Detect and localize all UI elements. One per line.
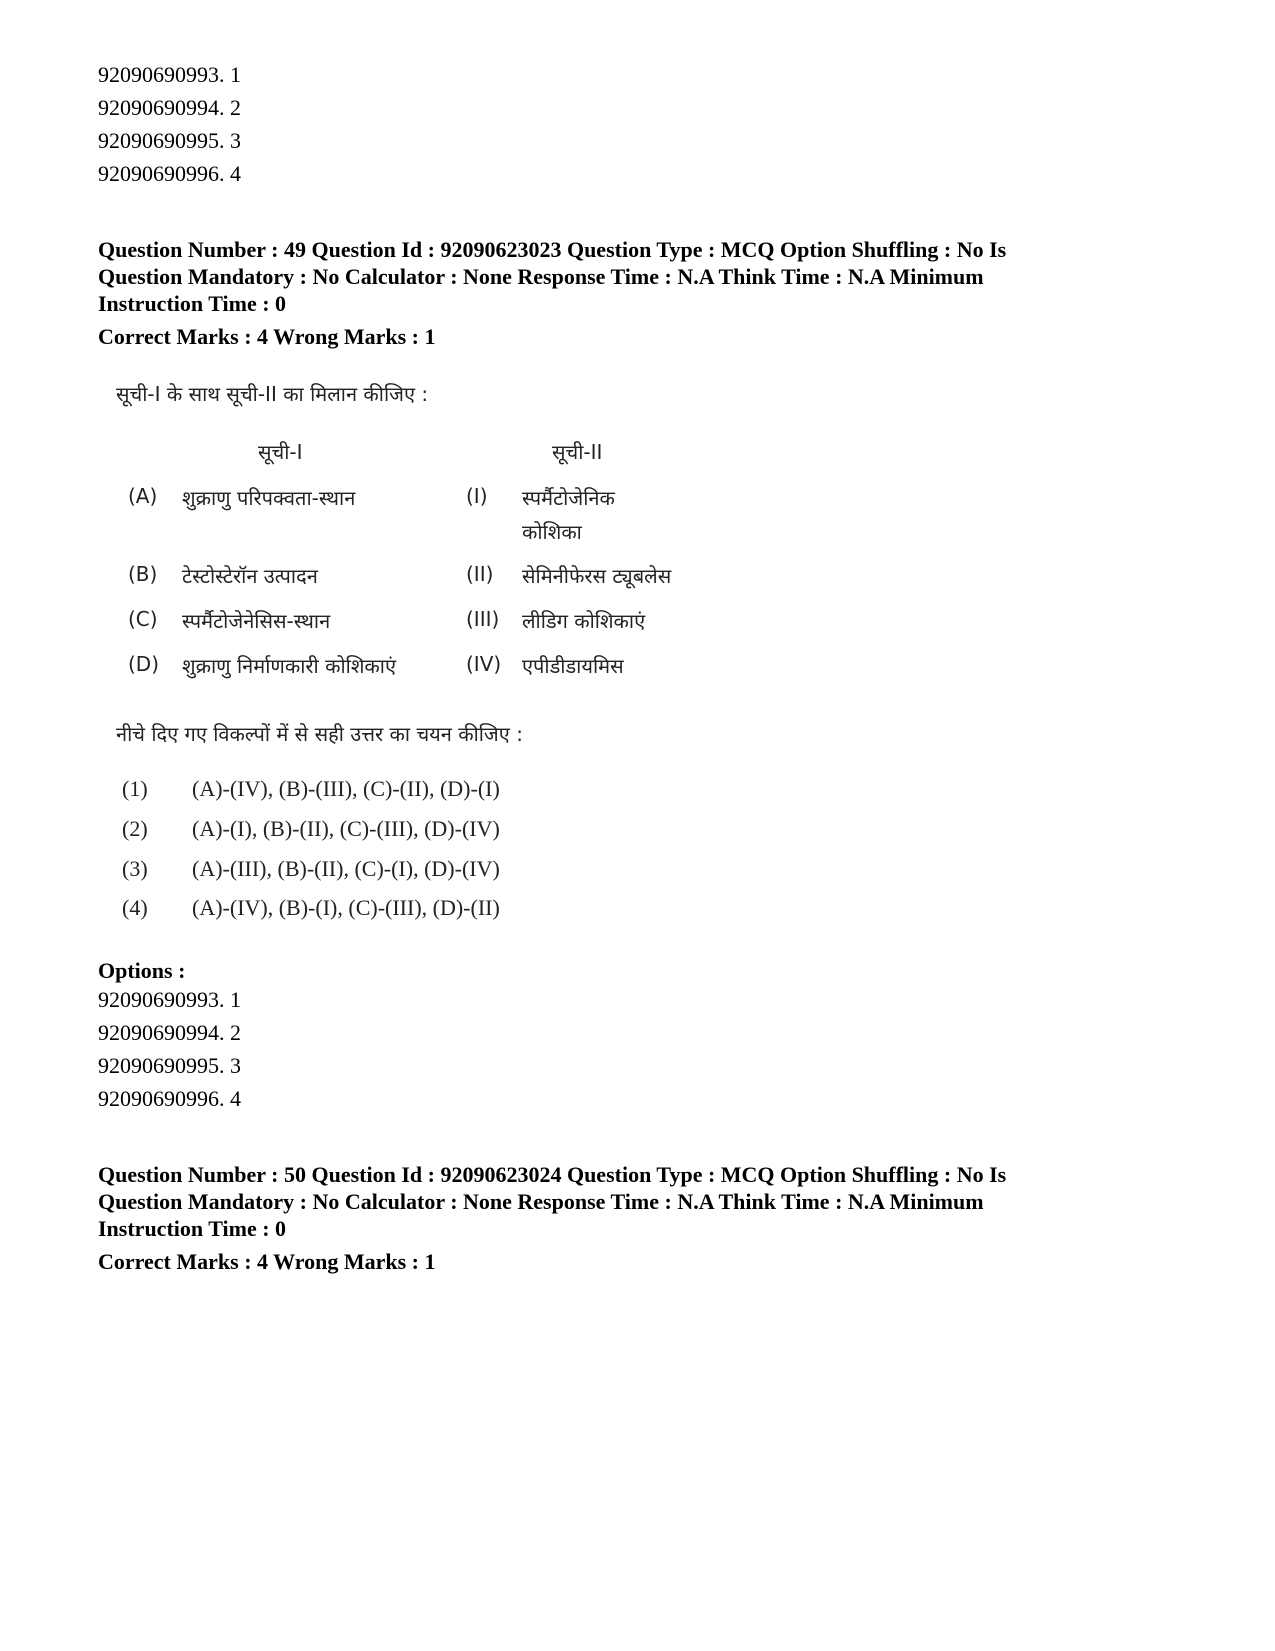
q49-header-line: Question Number : 49 Question Id : 92090623023 Question Type : MCQ Option Shuffling : No Is [98,237,1007,262]
list2-title: सूची-II [552,440,603,464]
row-roman: (IV) [466,652,502,676]
answer-number: (1) [122,776,148,801]
list1-item: शुक्राणु परिपक्वता-स्थान [182,486,356,510]
options-label: Options : [98,958,186,983]
option-line: 92090690993. 1 [98,62,241,87]
q49-header-line: Question Mandatory : No Calculator : None Response Time : N.A Think Time : N.A Minimum [98,264,984,289]
row-roman: (I) [466,484,488,508]
list2-item-cont: कोशिका [522,520,582,544]
answer-choice [122,776,500,802]
answer-choice [122,816,500,842]
list2-item: लीडिग कोशिकाएं [522,609,646,633]
row-roman: (II) [466,562,494,586]
q49-instruction: सूची-I के साथ सूची-II का मिलान कीजिए : [116,382,429,406]
list1-item: शुक्राणु निर्माणकारी कोशिकाएं [182,654,397,678]
q50-header-line: Question Mandatory : No Calculator : None Response Time : N.A Think Time : N.A Minimum [98,1189,984,1214]
option-line: 92090690994. 2 [98,1020,241,1045]
option-line: 92090690996. 4 [98,161,241,186]
row-label: (B) [128,562,158,586]
list2-item: स्पर्मैटोजेनिक [522,486,615,510]
answer-number: (4) [122,895,148,920]
option-line: 92090690994. 2 [98,95,241,120]
list1-title: सूची-I [258,440,303,464]
answer-number: (2) [122,816,148,841]
row-label: (A) [128,484,158,508]
list2-item: सेमिनीफेरस ट्यूबलेस [522,564,672,588]
option-line: 92090690996. 4 [98,1086,241,1111]
q50-header-line: Question Number : 50 Question Id : 92090623024 Question Type : MCQ Option Shuffling : No Is [98,1162,1007,1187]
q49-marks: Correct Marks : 4 Wrong Marks : 1 [98,324,436,349]
answer-choice [122,895,500,921]
q50-header-line: Instruction Time : 0 [98,1216,287,1241]
row-roman: (III) [466,607,500,631]
list1-item: टेस्टोस्टेरॉन उत्पादन [182,564,318,588]
answer-choice [122,856,500,882]
row-label: (C) [128,607,158,631]
answer-text: (A)-(IV), (B)-(I), (C)-(III), (D)-(II) [192,895,500,920]
option-line: 92090690995. 3 [98,128,241,153]
option-line: 92090690993. 1 [98,987,241,1012]
list2-item: एपीडीडायमिस [522,654,624,678]
list1-item: स्पर्मैटोजेनेसिस-स्थान [182,609,331,633]
q49-header-line: Instruction Time : 0 [98,291,287,316]
answer-text: (A)-(IV), (B)-(III), (C)-(II), (D)-(I) [192,776,500,801]
answer-text: (A)-(III), (B)-(II), (C)-(I), (D)-(IV) [192,856,500,881]
choose-instruction: नीचे दिए गए विकल्पों में से सही उत्तर का चयन कीजिए : [116,722,523,746]
q50-marks: Correct Marks : 4 Wrong Marks : 1 [98,1249,436,1274]
row-label: (D) [128,652,160,676]
answer-number: (3) [122,856,148,881]
answer-text: (A)-(I), (B)-(II), (C)-(III), (D)-(IV) [192,816,500,841]
option-line: 92090690995. 3 [98,1053,241,1078]
